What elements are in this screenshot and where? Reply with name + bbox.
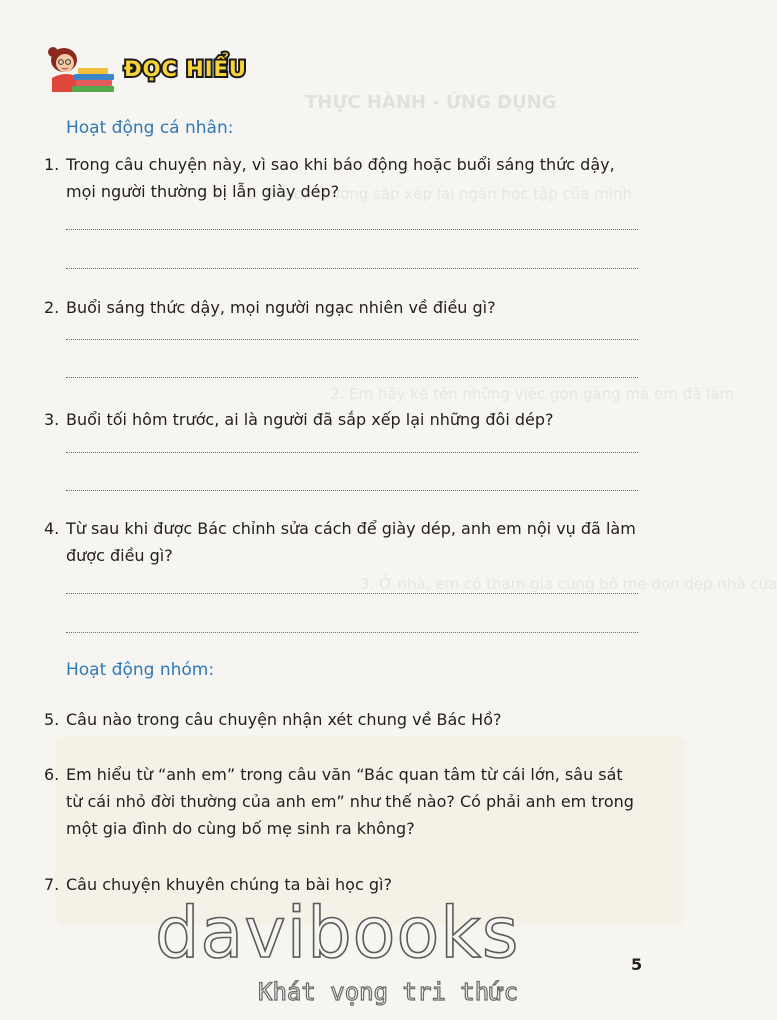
- question-number: 5.: [44, 710, 60, 729]
- answer-line[interactable]: [66, 268, 638, 269]
- answer-line[interactable]: [66, 229, 638, 230]
- answer-line[interactable]: [66, 452, 638, 453]
- page-number: 5: [631, 955, 643, 974]
- question-4: [44, 515, 644, 569]
- section-title-individual: Hoạt động cá nhân:: [66, 118, 234, 138]
- answer-line[interactable]: [66, 339, 638, 340]
- bleed-through-line: 1. Em có thường sắp xếp lại ngăn học tập của mình: [245, 185, 633, 203]
- question-2: [44, 294, 644, 321]
- question-number: 3.: [44, 410, 60, 429]
- reading-girl-icon: [44, 44, 120, 98]
- question-3: [44, 406, 644, 433]
- answer-line[interactable]: [66, 377, 638, 378]
- question-text: Trong câu chuyện này, vì sao khi báo động hoặc buổi sáng thức dậy, mọi người thường bị lẫn giày dép?: [66, 155, 615, 201]
- question-number: 2.: [44, 298, 60, 317]
- question-number: 1.: [44, 155, 60, 174]
- bleed-through-line: 3. Ở nhà, em có tham gia cùng bố mẹ dọn dẹp nhà cửa: [360, 575, 777, 593]
- question-5: [44, 706, 644, 733]
- question-number: 6.: [44, 765, 60, 784]
- question-text: Buổi tối hôm trước, ai là người đã sắp xếp lại những đôi dép?: [66, 410, 554, 429]
- question-number: 7.: [44, 875, 60, 894]
- bleed-through-heading: THỰC HÀNH - ỨNG DỤNG: [305, 92, 557, 113]
- question-text: Buổi sáng thức dậy, mọi người ngạc nhiên về điều gì?: [66, 298, 496, 317]
- question-number: 4.: [44, 519, 60, 538]
- question-text: Câu chuyện khuyên chúng ta bài học gì?: [66, 875, 392, 894]
- question-1: [44, 151, 644, 205]
- header-title: ĐỌC HIỂU: [124, 57, 247, 81]
- question-text: Từ sau khi được Bác chỉnh sửa cách để giày dép, anh em nội vụ đã làm được điều gì?: [66, 519, 636, 565]
- question-text: Em hiểu từ “anh em” trong câu văn “Bác quan tâm từ cái lớn, sâu sát từ cái nhỏ đời thường của anh em” như thế nào? Có phải anh em trong một gia đình do cùng bố mẹ sinh ra không?: [66, 765, 634, 838]
- answer-line[interactable]: [66, 593, 638, 594]
- watermark-brand: davibooks: [155, 892, 520, 974]
- answer-line[interactable]: [66, 632, 638, 633]
- watermark-slogan: Khát vọng tri thức: [258, 978, 519, 1006]
- question-6: [44, 761, 644, 842]
- bleed-through-line: 2. Em hãy kể tên những việc gọn gàng mà em đã làm: [330, 385, 735, 403]
- answer-line[interactable]: [66, 490, 638, 491]
- question-text: Câu nào trong câu chuyện nhận xét chung về Bác Hồ?: [66, 710, 502, 729]
- section-title-group: Hoạt động nhóm:: [66, 660, 215, 680]
